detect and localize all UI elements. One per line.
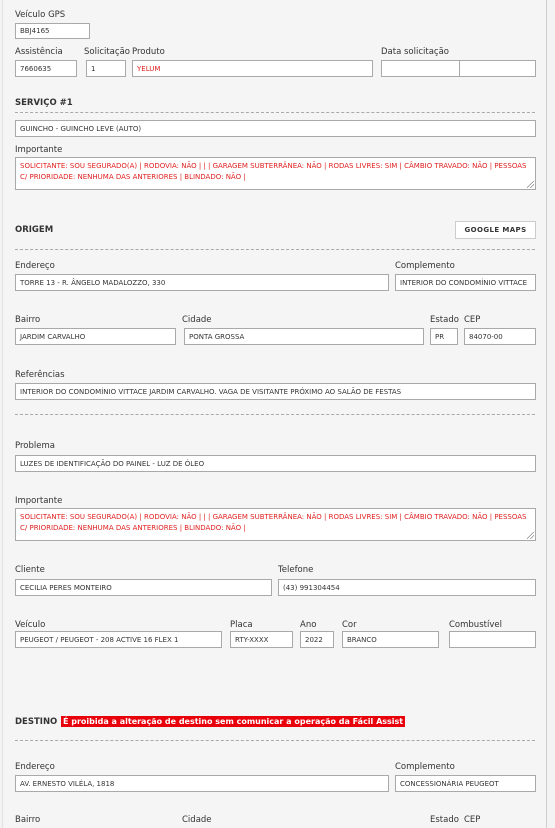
resize-grip-icon[interactable] bbox=[527, 181, 534, 188]
solicitacao-field[interactable]: 1 bbox=[86, 60, 126, 77]
solicitacao-label: Solicitação bbox=[84, 47, 130, 57]
origem-cep-field[interactable]: 84070-00 bbox=[464, 328, 536, 345]
origem-complemento-label: Complemento bbox=[395, 261, 455, 271]
origem-cidade-label: Cidade bbox=[182, 315, 212, 325]
origem-endereco-field[interactable]: TORRE 13 - R. ÂNGELO MADALOZZO, 330 bbox=[15, 274, 389, 291]
destino-alert-badge: É proibida a alteração de destino sem comunicar a operação da Fácil Assist bbox=[63, 717, 404, 726]
placa-label: Placa bbox=[230, 620, 253, 630]
origem-cidade-field[interactable]: PONTA GROSSA bbox=[184, 328, 424, 345]
destino-endereco-field[interactable]: AV. ERNESTO VILÉLA, 1818 bbox=[15, 775, 389, 792]
google-maps-button[interactable]: GOOGLE MAPS bbox=[455, 221, 536, 239]
origem-bairro-label: Bairro bbox=[15, 315, 41, 325]
produto-field[interactable]: YELUM bbox=[132, 60, 373, 77]
destino-bairro-label: Bairro bbox=[15, 815, 41, 825]
hora-solicitacao-field[interactable] bbox=[459, 60, 536, 77]
divider bbox=[15, 740, 535, 741]
assistencia-field[interactable]: 7660635 bbox=[15, 60, 77, 77]
veiculo-field[interactable]: PEUGEOT / PEUGEOT - 208 ACTIVE 16 FLEX 1 bbox=[15, 631, 222, 648]
combustivel-field[interactable] bbox=[449, 631, 536, 648]
servico-importante-textarea[interactable] bbox=[15, 157, 536, 190]
origem-cep-label: CEP bbox=[464, 315, 481, 325]
assistencia-label: Assistência bbox=[15, 47, 63, 57]
servico-importante-label: Importante bbox=[15, 145, 63, 155]
cliente-label: Cliente bbox=[15, 565, 45, 575]
cor-field[interactable]: BRANCO bbox=[342, 631, 439, 648]
data-solicitacao-field[interactable] bbox=[381, 60, 460, 77]
servico-title: SERVIÇO #1 bbox=[15, 98, 73, 108]
gps-label: Veículo GPS bbox=[15, 10, 66, 20]
origem-estado-field[interactable]: PR bbox=[430, 328, 458, 345]
gps-field[interactable]: BBJ4165 bbox=[15, 23, 90, 39]
telefone-label: Telefone bbox=[278, 565, 314, 575]
veiculo-label: Veículo bbox=[15, 620, 46, 630]
destino-cidade-label: Cidade bbox=[182, 815, 212, 825]
resize-grip-icon[interactable] bbox=[527, 532, 534, 539]
cliente-field[interactable]: CECILIA PERES MONTEIRO bbox=[15, 579, 272, 596]
cor-label: Cor bbox=[342, 620, 357, 630]
problema-importante-text: SOLICITANTE: SOU SEGURADO(A) | RODOVIA: NÃO | | | GARAGEM SUBTERRÂNEA: NÃO | RODAS LIVRES: SIM | CÂMBIO TRAVADO: NÃO | PESSOAS C/ PRIORIDADE: NENHUMA DAS ANTERIORES | BLINDADO: NÃO | bbox=[20, 513, 527, 532]
divider bbox=[15, 249, 535, 250]
problema-importante-label: Importante bbox=[15, 496, 63, 506]
data-solicitacao-label: Data solicitação bbox=[381, 47, 450, 57]
problema-label: Problema bbox=[15, 441, 55, 451]
problema-field[interactable]: LUZES DE IDENTIFICAÇÃO DO PAINEL - LUZ DE ÓLEO bbox=[15, 455, 536, 472]
destino-title: DESTINO bbox=[15, 717, 58, 727]
ano-field[interactable]: 2022 bbox=[300, 631, 334, 648]
destino-cep-label: CEP bbox=[464, 815, 481, 825]
origem-complemento-field[interactable]: INTERIOR DO CONDOMÍNIO VITTACE bbox=[395, 274, 536, 291]
referencias-label: Referências bbox=[15, 370, 65, 380]
placa-field[interactable]: RTY-XXXX bbox=[230, 631, 293, 648]
origem-endereco-label: Endereço bbox=[15, 261, 55, 271]
origem-bairro-field[interactable]: JARDIM CARVALHO bbox=[15, 328, 176, 345]
origem-estado-label: Estado bbox=[430, 315, 459, 325]
telefone-field[interactable]: (43) 991304454 bbox=[278, 579, 536, 596]
servico-importante-text: SOLICITANTE: SOU SEGURADO(A) | RODOVIA: NÃO | | | GARAGEM SUBTERRÂNEA: NÃO | RODAS LIVRES: SIM | CÂMBIO TRAVADO: NÃO | PESSOAS C/ PRIORIDADE: NENHUMA DAS ANTERIORES | BLINDADO: NÃO | bbox=[20, 162, 527, 181]
divider bbox=[15, 414, 535, 415]
produto-label: Produto bbox=[132, 47, 165, 57]
destino-complemento-label: Complemento bbox=[395, 762, 455, 772]
destino-complemento-field[interactable]: CONCESSIONÁRIA PEUGEOT bbox=[395, 775, 536, 792]
origem-title: ORIGEM bbox=[15, 225, 54, 235]
destino-endereco-label: Endereço bbox=[15, 762, 55, 772]
ano-label: Ano bbox=[300, 620, 317, 630]
problema-importante-textarea[interactable] bbox=[15, 508, 536, 541]
form-panel bbox=[2, 0, 547, 828]
destino-estado-label: Estado bbox=[430, 815, 459, 825]
servico-field[interactable]: GUINCHO - GUINCHO LEVE (AUTO) bbox=[15, 120, 536, 137]
combustivel-label: Combustível bbox=[449, 620, 502, 630]
divider bbox=[15, 112, 535, 113]
referencias-field[interactable]: INTERIOR DO CONDOMÍNIO VITTACE JARDIM CARVALHO. VAGA DE VISITANTE PRÓXIMO AO SALÃO DE FESTAS bbox=[15, 383, 536, 400]
